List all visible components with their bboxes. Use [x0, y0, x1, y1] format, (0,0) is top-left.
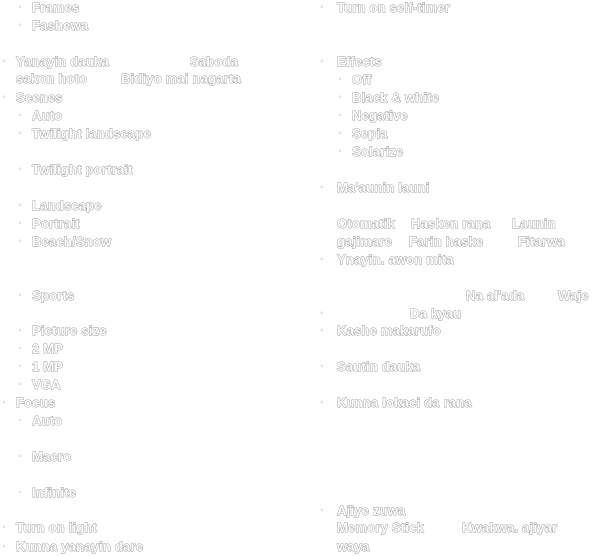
bullet-icon: ◦ [320, 56, 324, 67]
scene-twilight-portrait[interactable]: Twilight portrait [32, 162, 133, 177]
scene-sports[interactable]: Sports [32, 288, 75, 303]
wb-farin-haske[interactable]: Farin haske [409, 234, 484, 249]
effect-off[interactable]: Off [352, 72, 372, 87]
menu-option-bidiyo[interactable]: Bidiyo mai nagarta [121, 71, 241, 86]
bullet-icon: ◦ [18, 200, 22, 211]
save-memory-stick[interactable]: Memory Stick [337, 520, 424, 535]
effect-sepia[interactable]: Sepia [352, 126, 388, 141]
bullet-icon: ◦ [320, 397, 324, 408]
wb-otomatik[interactable]: Otomatik [337, 216, 395, 231]
menu-item-white-balance[interactable]: Ma'aunin launi [337, 180, 430, 195]
bullet-icon: ◦ [18, 128, 22, 139]
bullet-icon: ◦ [18, 487, 22, 498]
scene-beach-snow[interactable]: Beach/Snow [32, 234, 112, 249]
menu-item-metering[interactable]: Ynayin. awon mita [337, 252, 454, 267]
bullet-icon: ◦ [18, 218, 22, 229]
focus-auto[interactable]: Auto [32, 413, 63, 428]
wb-launin[interactable]: Launin [512, 216, 556, 231]
bullet-icon: ◦ [18, 236, 22, 247]
bullet-icon: ◦ [320, 325, 324, 336]
effect-negative[interactable]: Negative [352, 108, 408, 123]
menu-option-sakon-hoto[interactable]: sakon hoto [16, 71, 88, 86]
metering-normal[interactable]: Na al'ada [466, 288, 525, 303]
bullet-icon: ◦ [18, 164, 22, 175]
menu-item-effects[interactable]: Effects [337, 54, 382, 69]
effect-solarize[interactable]: Solarize [352, 144, 404, 159]
save-phone-memory[interactable]: Kwakwa. ajiyar [462, 520, 558, 535]
bullet-icon: ◦ [338, 74, 342, 85]
menu-item-save-to[interactable]: Ajiye zuwa [337, 503, 406, 518]
menu-item-turn-on-light[interactable]: Turn on light [16, 520, 98, 535]
wb-hasken-rana[interactable]: Hasken rana [411, 216, 491, 231]
bullet-icon: ◦ [320, 254, 324, 265]
bullet-icon: ◦ [18, 110, 22, 121]
menu-item-picture-size[interactable]: Picture size [32, 323, 107, 338]
scene-portrait[interactable]: Portrait [32, 216, 80, 231]
bullet-icon: ◦ [320, 2, 324, 13]
menu-item-fashewa[interactable]: Fashewa [32, 18, 89, 33]
menu-item-shutter-sound[interactable]: Sautin dauka [337, 359, 421, 374]
scene-auto[interactable]: Auto [32, 108, 63, 123]
focus-macro[interactable]: Macro [32, 449, 72, 464]
bullet-icon: ◦ [2, 92, 6, 103]
menu-item-night-mode[interactable]: Kunna yanayin dare [16, 539, 144, 554]
menu-item-focus[interactable]: Focus [16, 395, 56, 410]
focus-infinite[interactable]: Infinite [32, 485, 77, 500]
bullet-icon: ◦ [2, 397, 6, 408]
menu-item-date-time[interactable]: Kunna lokaci da rana [337, 395, 472, 410]
size-1mp[interactable]: 1 MP [32, 359, 64, 374]
scene-twilight-landscape[interactable]: Twilight landscape [32, 126, 151, 141]
bullet-icon: ◦ [338, 92, 342, 103]
bullet-icon: ◦ [18, 2, 22, 13]
menu-item-self-timer[interactable]: Turn on self-timer [337, 0, 451, 15]
bullet-icon: ◦ [18, 20, 22, 31]
bullet-icon: ◦ [18, 343, 22, 354]
wb-fitarwa[interactable]: Fitarwa [518, 234, 565, 249]
menu-item-mute-mic[interactable]: Kashe makarufo [337, 323, 441, 338]
menu-item-yanayin-dauka[interactable]: Yanayin dauka [16, 54, 109, 69]
bullet-icon: ◦ [320, 361, 324, 372]
metering-waje[interactable]: Waje [558, 288, 589, 303]
bullet-icon: ◦ [18, 451, 22, 462]
bullet-icon: ◦ [320, 182, 324, 193]
bullet-icon: ◦ [2, 522, 6, 533]
bullet-icon: ◦ [18, 290, 22, 301]
bullet-icon: ◦ [2, 56, 6, 67]
metering-da-kyau[interactable]: Da kyau [410, 306, 462, 321]
bullet-icon: ◦ [18, 415, 22, 426]
save-phone-memory-cont[interactable]: waya [337, 539, 370, 554]
effect-black-white[interactable]: Black & white [352, 90, 440, 105]
menu-item-frames[interactable]: Frames [32, 0, 80, 15]
bullet-icon: ◦ [18, 325, 22, 336]
bullet-icon: ◦ [338, 128, 342, 139]
size-vga[interactable]: VGA [32, 377, 61, 392]
scene-landscape[interactable]: Landscape [32, 198, 102, 213]
size-2mp[interactable]: 2 MP [32, 341, 64, 356]
menu-option-saboda[interactable]: Saboda [190, 54, 239, 69]
menu-item-scenes[interactable]: Scenes [16, 90, 63, 105]
wb-gajimare[interactable]: gajimare [337, 234, 393, 249]
bullet-icon: ◦ [320, 505, 324, 516]
bullet-icon: ◦ [338, 110, 342, 121]
bullet-icon: ◦ [18, 361, 22, 372]
bullet-icon: ◦ [2, 541, 6, 552]
bullet-icon: ◦ [320, 308, 324, 319]
bullet-icon: ◦ [18, 379, 22, 390]
bullet-icon: ◦ [338, 146, 342, 157]
